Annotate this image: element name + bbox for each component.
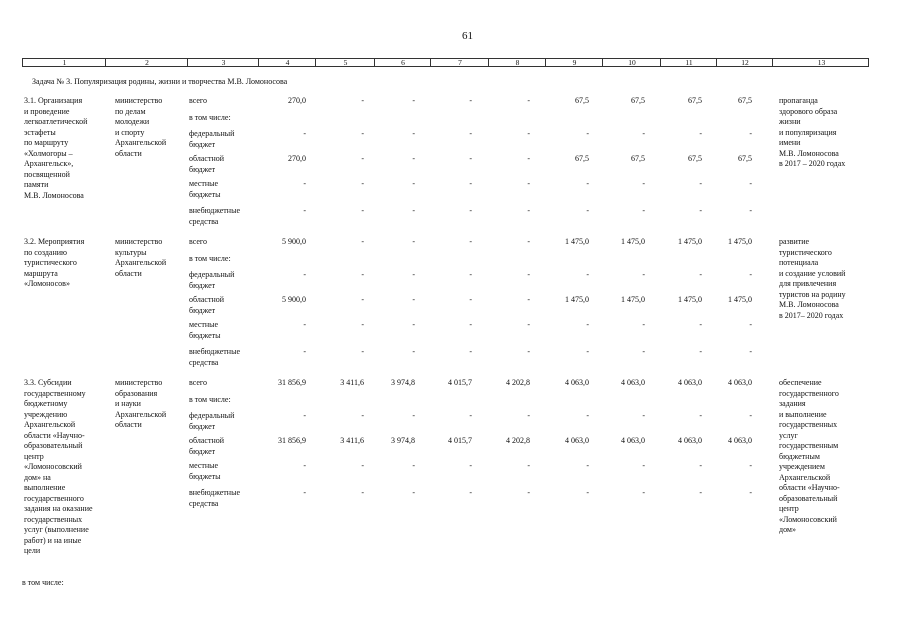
funding-value: - [361, 295, 364, 304]
funding-value: - [412, 295, 415, 304]
funding-value: 4 063,0 [565, 436, 589, 445]
funding-value: 1 475,0 [565, 295, 589, 304]
funding-value: - [586, 270, 589, 279]
funding-value: - [303, 461, 306, 470]
funding-value: 31 856,9 [278, 378, 306, 387]
page-number: 61 [462, 30, 473, 42]
funding-value: - [412, 237, 415, 246]
funding-value: - [412, 96, 415, 105]
funding-value: - [303, 347, 306, 356]
executor-name: министерство по делам молодежи и спорту Архангельской области [115, 96, 167, 158]
funding-value: 67,5 [738, 96, 752, 105]
funding-value: - [412, 411, 415, 420]
column-number: 3 [221, 58, 226, 67]
funding-value: 4 063,0 [621, 436, 645, 445]
funding-value: 4 015,7 [448, 378, 472, 387]
funding-value: - [412, 461, 415, 470]
column-number: 8 [515, 58, 520, 67]
funding-value: - [642, 411, 645, 420]
funding-value: - [699, 488, 702, 497]
funding-value: - [586, 179, 589, 188]
funding-source-label: федеральный бюджет [189, 129, 235, 149]
funding-value: - [699, 179, 702, 188]
column-number: 2 [145, 58, 149, 67]
funding-value: 67,5 [738, 154, 752, 163]
funding-source-label: федеральный бюджет [189, 270, 235, 290]
task-title: Задача № 3. Популяризация родины, жизни и творчества М.В. Ломоносова [32, 77, 288, 86]
funding-value: - [642, 488, 645, 497]
column-number: 12 [741, 58, 749, 67]
funding-value: 270,0 [288, 96, 306, 105]
funding-value: 67,5 [575, 96, 589, 105]
funding-value: - [699, 206, 702, 215]
funding-value: - [303, 411, 306, 420]
funding-value: - [642, 179, 645, 188]
funding-source-label: всего [189, 378, 208, 387]
funding-value: - [469, 270, 472, 279]
funding-value: - [749, 270, 752, 279]
funding-value: - [527, 488, 530, 497]
funding-value: - [412, 320, 415, 329]
funding-value: - [642, 347, 645, 356]
funding-value: - [527, 411, 530, 420]
funding-value: 5 900,0 [282, 237, 306, 246]
funding-value: - [586, 347, 589, 356]
funding-value: 67,5 [688, 96, 702, 105]
funding-value: - [527, 154, 530, 163]
funding-value: 1 475,0 [621, 295, 645, 304]
funding-value: - [749, 179, 752, 188]
funding-value: - [586, 129, 589, 138]
funding-value: 3 974,8 [391, 378, 415, 387]
funding-value: - [527, 237, 530, 246]
expected-result: обеспечение государственного задания и выполнение государственных услуг государственным бюджетным учреждением Архангельской области «Научно- образовательный центр «Ломоносовский дом» [779, 378, 840, 534]
funding-value: - [469, 237, 472, 246]
funding-source-label: внебюджетные средства [189, 347, 240, 367]
funding-value: 4 202,8 [506, 378, 530, 387]
funding-value: 5 900,0 [282, 295, 306, 304]
activity-name: 3.1. Организация и проведение легкоатлетической эстафеты по маршруту «Холмогоры – Архангельск», посвященной памяти М.В. Ломоносова [24, 96, 88, 200]
funding-value: 4 063,0 [678, 436, 702, 445]
funding-source-label: внебюджетные средства [189, 206, 240, 226]
funding-value: - [303, 206, 306, 215]
funding-value: - [586, 411, 589, 420]
funding-value: - [469, 295, 472, 304]
activity-name: 3.3. Субсидии государственному бюджетному учреждению Архангельской области «Научно- образовательный центр «Ломоносовский дом» на выполнение государственного задания на оказание государственных услуг (выполнение работ) и на иные цели [24, 378, 93, 555]
column-number: 9 [572, 58, 577, 67]
funding-value: - [361, 411, 364, 420]
column-number: 1 [62, 58, 67, 67]
funding-value: - [527, 96, 530, 105]
funding-value: 1 475,0 [565, 237, 589, 246]
column-number: 6 [401, 58, 405, 67]
funding-source-label: в том числе: [189, 395, 231, 404]
funding-source-label: в том числе: [189, 113, 231, 122]
funding-value: - [527, 270, 530, 279]
funding-value: - [361, 461, 364, 470]
funding-value: - [699, 270, 702, 279]
funding-value: 3 411,6 [340, 436, 364, 445]
funding-value: - [586, 461, 589, 470]
funding-value: 1 475,0 [678, 295, 702, 304]
funding-source-label: в том числе: [189, 254, 231, 263]
funding-value: 3 974,8 [391, 436, 415, 445]
funding-value: - [412, 270, 415, 279]
column-number: 4 [285, 58, 290, 67]
funding-value: 31 856,9 [278, 436, 306, 445]
activity-name: 3.2. Мероприятия по созданию туристического маршрута «Ломоносов» [24, 237, 85, 288]
funding-value: - [642, 461, 645, 470]
funding-value: - [699, 320, 702, 329]
funding-value: - [586, 206, 589, 215]
column-number: 10 [628, 58, 636, 67]
funding-value: - [642, 206, 645, 215]
funding-value: - [361, 347, 364, 356]
funding-source-label: областной бюджет [189, 436, 225, 456]
funding-value: - [469, 347, 472, 356]
funding-source-label: всего [189, 237, 208, 246]
funding-value: - [699, 461, 702, 470]
funding-value: - [749, 461, 752, 470]
funding-value: - [527, 461, 530, 470]
funding-value: - [469, 320, 472, 329]
funding-value: 270,0 [288, 154, 306, 163]
funding-value: - [642, 320, 645, 329]
footer-text: в том числе: [22, 578, 64, 587]
funding-value: - [749, 411, 752, 420]
funding-value: - [469, 461, 472, 470]
funding-value: - [586, 488, 589, 497]
funding-value: - [469, 488, 472, 497]
funding-value: - [412, 206, 415, 215]
funding-value: - [699, 411, 702, 420]
funding-value: - [469, 96, 472, 105]
funding-value: - [412, 129, 415, 138]
funding-value: - [361, 206, 364, 215]
funding-value: - [749, 320, 752, 329]
column-number: 5 [343, 58, 348, 67]
funding-value: - [303, 488, 306, 497]
funding-value: - [749, 206, 752, 215]
funding-value: 4 202,8 [506, 436, 530, 445]
column-number: 13 [817, 58, 826, 67]
funding-value: - [361, 154, 364, 163]
funding-value: - [527, 347, 530, 356]
funding-value: - [361, 179, 364, 188]
funding-source-label: областной бюджет [189, 295, 225, 315]
funding-source-label: местные бюджеты [189, 461, 221, 481]
funding-source-label: областной бюджет [189, 154, 225, 174]
funding-value: - [586, 320, 589, 329]
funding-value: - [527, 179, 530, 188]
funding-value: - [412, 179, 415, 188]
funding-value: - [527, 320, 530, 329]
column-number: 7 [458, 58, 462, 67]
funding-value: - [412, 488, 415, 497]
column-number-header [22, 58, 869, 67]
funding-value: 67,5 [631, 154, 645, 163]
funding-value: - [412, 347, 415, 356]
funding-value: 4 063,0 [565, 378, 589, 387]
funding-value: - [361, 96, 364, 105]
funding-value: - [527, 206, 530, 215]
funding-value: - [642, 129, 645, 138]
expected-result: развитие туристического потенциала и создание условий для привлечения туристов на родину М.В. Ломоносова в 2017– 2020 годах [779, 237, 846, 320]
funding-value: 1 475,0 [728, 237, 752, 246]
funding-value: - [361, 237, 364, 246]
funding-value: 4 063,0 [678, 378, 702, 387]
funding-source-label: внебюджетные средства [189, 488, 240, 508]
column-number: 11 [685, 58, 693, 67]
funding-value: - [469, 206, 472, 215]
funding-value: 4 063,0 [728, 378, 752, 387]
funding-value: - [361, 129, 364, 138]
funding-value: 1 475,0 [621, 237, 645, 246]
funding-value: - [527, 129, 530, 138]
funding-source-label: всего [189, 96, 208, 105]
funding-value: - [303, 129, 306, 138]
funding-value: - [749, 488, 752, 497]
funding-value: - [361, 320, 364, 329]
funding-value: - [699, 347, 702, 356]
funding-value: - [361, 488, 364, 497]
funding-value: - [527, 295, 530, 304]
executor-name: министерство образования и науки Архангельской области [115, 378, 167, 429]
funding-value: 67,5 [631, 96, 645, 105]
funding-value: 3 411,6 [340, 378, 364, 387]
funding-value: - [412, 154, 415, 163]
funding-value: - [303, 179, 306, 188]
funding-value: - [749, 129, 752, 138]
funding-source-label: местные бюджеты [189, 179, 221, 199]
funding-value: - [469, 154, 472, 163]
funding-source-label: местные бюджеты [189, 320, 221, 340]
funding-value: 67,5 [688, 154, 702, 163]
funding-value: 4 063,0 [728, 436, 752, 445]
funding-value: 1 475,0 [678, 237, 702, 246]
funding-value: 4 063,0 [621, 378, 645, 387]
funding-source-label: федеральный бюджет [189, 411, 235, 431]
executor-name: министерство культуры Архангельской области [115, 237, 167, 278]
funding-value: - [469, 179, 472, 188]
funding-value: - [699, 129, 702, 138]
funding-value: - [361, 270, 364, 279]
funding-value: - [469, 411, 472, 420]
expected-result: пропаганда здорового образа жизни и популяризация имени М.В. Ломоносова в 2017 – 2020 годах [779, 96, 846, 168]
funding-value: - [303, 320, 306, 329]
funding-value: - [642, 270, 645, 279]
funding-value: 1 475,0 [728, 295, 752, 304]
funding-value: - [469, 129, 472, 138]
funding-value: 4 015,7 [448, 436, 472, 445]
funding-value: - [749, 347, 752, 356]
funding-value: - [303, 270, 306, 279]
funding-value: 67,5 [575, 154, 589, 163]
